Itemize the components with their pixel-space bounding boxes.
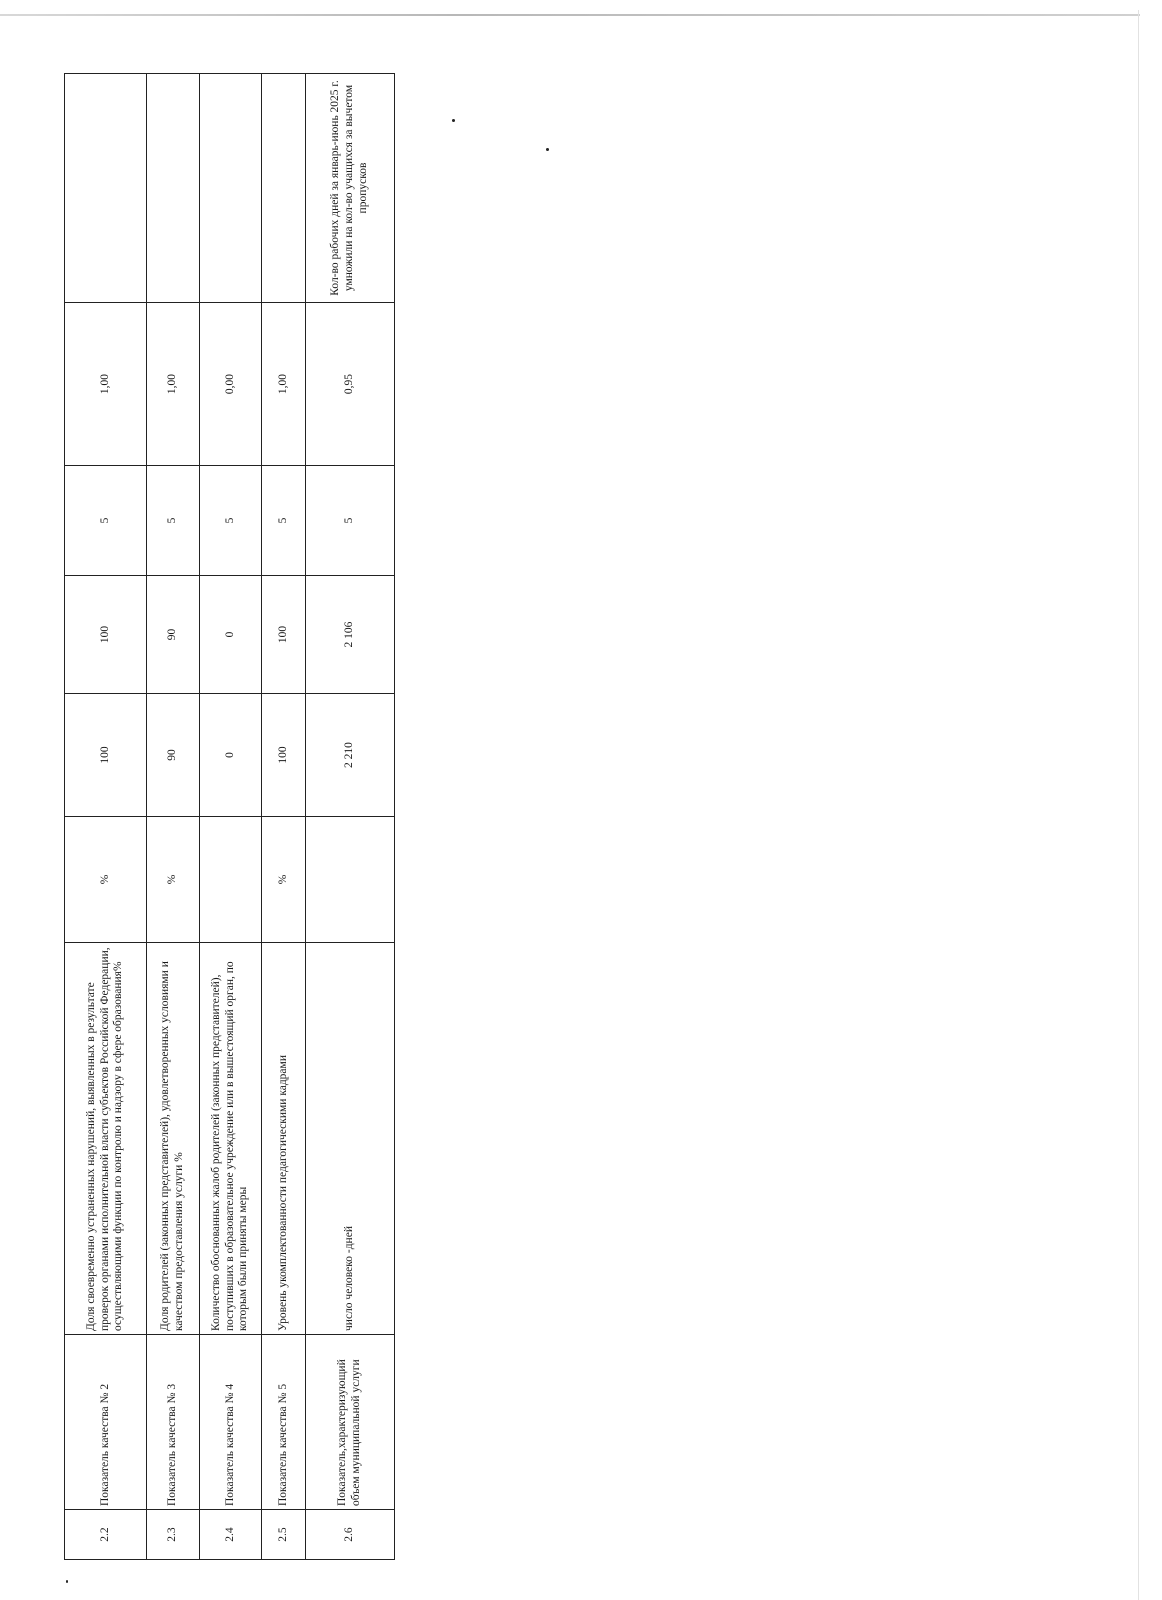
scan-speck bbox=[452, 119, 455, 122]
note-cell bbox=[200, 74, 262, 303]
indicator-name: Показатель качества № 5 bbox=[262, 1335, 306, 1510]
scan-edge-right bbox=[1138, 10, 1139, 1600]
row-number: 2.6 bbox=[306, 1510, 395, 1560]
fulfillment-ratio: 1,00 bbox=[262, 303, 306, 466]
unit-cell: % bbox=[262, 817, 306, 943]
actual-value: 100 bbox=[262, 576, 306, 694]
rotated-table-frame bbox=[64, 74, 394, 1560]
indicator-description: Количество обоснованных жалоб родителей (законных представителей), поступивших в образовательное учреждение или в вышестоящий орган, по которым были приняты меры bbox=[200, 943, 262, 1335]
row-number: 2.3 bbox=[147, 1510, 200, 1560]
row-number: 2.4 bbox=[200, 1510, 262, 1560]
planned-value: 90 bbox=[147, 694, 200, 817]
fulfillment-ratio: 1,00 bbox=[147, 303, 200, 466]
row-number: 2.5 bbox=[262, 1510, 306, 1560]
allowed-deviation: 5 bbox=[147, 466, 200, 576]
allowed-deviation: 5 bbox=[65, 466, 147, 576]
note-cell: Кол-во рабочих дней за январь-июнь 2025 г. умножили на кол-во учащихся за вычетом пропусков bbox=[306, 74, 395, 303]
actual-value: 100 bbox=[65, 576, 147, 694]
table-row bbox=[200, 74, 262, 1560]
table-row bbox=[306, 74, 395, 1560]
scan-speck bbox=[66, 1580, 68, 1583]
unit-cell bbox=[306, 817, 395, 943]
indicator-name: Показатель качества № 4 bbox=[200, 1335, 262, 1510]
note-cell bbox=[147, 74, 200, 303]
indicator-name: Показатель качества № 3 bbox=[147, 1335, 200, 1510]
actual-value: 0 bbox=[200, 576, 262, 694]
note-cell bbox=[65, 74, 147, 303]
fulfillment-ratio: 0,00 bbox=[200, 303, 262, 466]
indicators-table bbox=[64, 73, 395, 1560]
indicator-description: Доля родителей (законных представителей), удовлетворенных условиями и качеством предоставления услуги % bbox=[147, 943, 200, 1335]
fulfillment-ratio: 0,95 bbox=[306, 303, 395, 466]
fulfillment-ratio: 1,00 bbox=[65, 303, 147, 466]
planned-value: 100 bbox=[262, 694, 306, 817]
indicator-description: Доля своевременно устраненных нарушений, выявленных в результате проверок органами исполнительной власти субъектов Российской Федерации, осуществляющими функции по контролю и надзору в сфере образования% bbox=[65, 943, 147, 1335]
note-cell bbox=[262, 74, 306, 303]
indicator-description: число человеко -дней bbox=[306, 943, 395, 1335]
actual-value: 2 106 bbox=[306, 576, 395, 694]
indicator-name: Показатель качества № 2 bbox=[65, 1335, 147, 1510]
table-row bbox=[65, 74, 147, 1560]
scan-edge-top bbox=[0, 14, 1140, 16]
unit-cell: % bbox=[65, 817, 147, 943]
allowed-deviation: 5 bbox=[262, 466, 306, 576]
table-row bbox=[147, 74, 200, 1560]
indicator-name: Показатель,характеризующий объем муниципальной услуги bbox=[306, 1335, 395, 1510]
planned-value: 0 bbox=[200, 694, 262, 817]
table-row bbox=[262, 74, 306, 1560]
unit-cell bbox=[200, 817, 262, 943]
row-number: 2.2 bbox=[65, 1510, 147, 1560]
scan-speck bbox=[546, 148, 549, 151]
allowed-deviation: 5 bbox=[200, 466, 262, 576]
actual-value: 90 bbox=[147, 576, 200, 694]
planned-value: 2 210 bbox=[306, 694, 395, 817]
allowed-deviation: 5 bbox=[306, 466, 395, 576]
unit-cell: % bbox=[147, 817, 200, 943]
indicator-description: Уровень укомплектованности педагогическими кадрами bbox=[262, 943, 306, 1335]
planned-value: 100 bbox=[65, 694, 147, 817]
